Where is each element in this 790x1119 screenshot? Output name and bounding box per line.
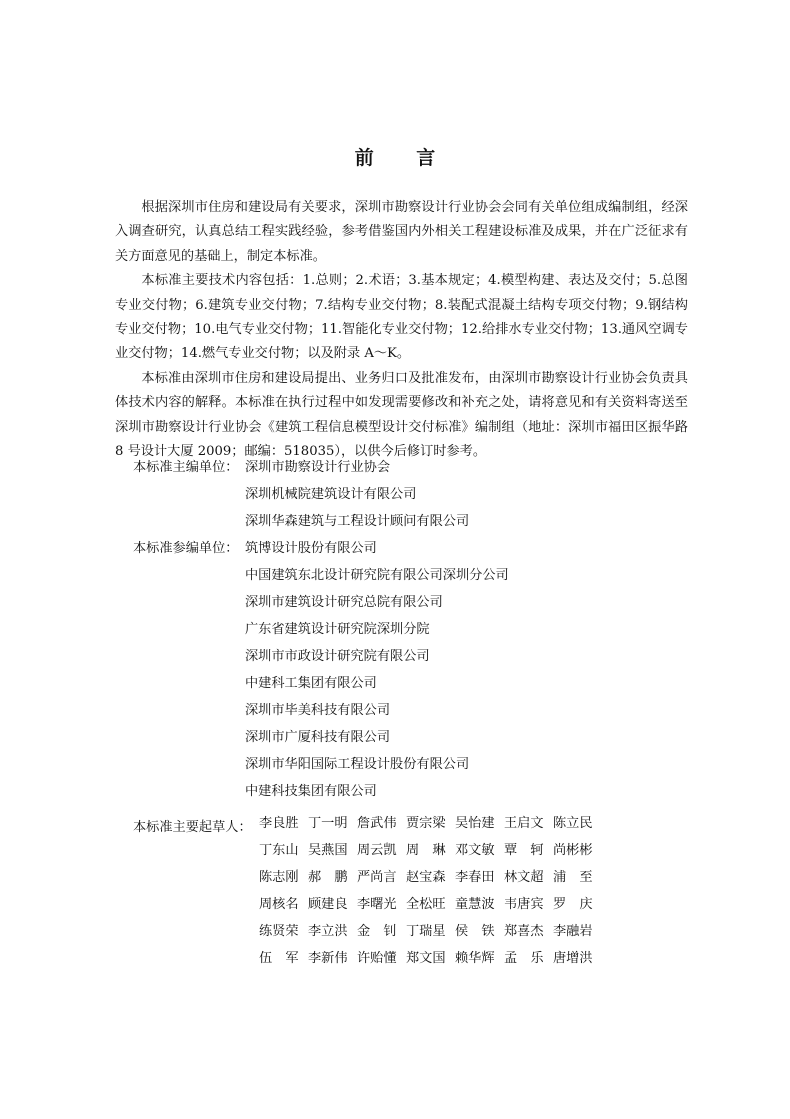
drafter-name: 孟 乐 [504,951,544,966]
chief-units-label: 本标准主编单位： [133,460,239,475]
drafter-name: 郑文国 [406,951,446,966]
drafter-name: 韦唐宾 [504,897,544,912]
participating-unit: 深圳市广厦科技有限公司 [245,730,391,745]
drafter-name: 李良胜 [259,816,299,831]
drafter-name: 尚彬彬 [553,843,593,858]
participating-unit: 中建科工集团有限公司 [245,676,377,691]
drafter-name: 童慧波 [455,897,495,912]
participating-unit: 中建科技集团有限公司 [245,784,377,799]
drafter-name: 罗 庆 [553,897,593,912]
drafter-name: 赖华辉 [455,951,495,966]
participating-unit: 筑博设计股份有限公司 [245,541,377,556]
drafter-name: 金 钊 [357,924,397,939]
drafter-name: 唐增洪 [553,951,593,966]
drafter-name: 伍 军 [259,951,299,966]
participating-unit: 中国建筑东北设计研究院有限公司深圳分公司 [245,568,509,583]
participating-unit: 深圳市华阳国际工程设计股份有限公司 [245,757,470,772]
drafter-name: 郑喜杰 [504,924,544,939]
drafter-name: 李立洪 [308,924,348,939]
drafter-name: 周核名 [259,897,299,912]
drafter-name: 周云凯 [357,843,397,858]
drafter-name: 丁瑞星 [406,924,446,939]
drafter-name: 陈立民 [553,816,593,831]
participating-unit: 深圳市建筑设计研究总院有限公司 [245,595,443,610]
chief-unit: 深圳市勘察设计行业协会 [245,460,391,475]
drafter-name: 吴燕国 [308,843,348,858]
participating-unit: 深圳市毕美科技有限公司 [245,703,391,718]
drafter-name: 严尚言 [357,870,397,885]
drafter-name: 覃 轲 [504,843,544,858]
drafter-name: 詹武伟 [357,816,397,831]
drafter-name: 周 琳 [406,843,446,858]
participating-unit: 广东省建筑设计研究院深圳分院 [245,622,430,637]
participating-unit: 深圳市市政设计研究院有限公司 [245,649,430,664]
drafter-name: 许贻懂 [357,951,397,966]
drafter-name: 练贤荣 [259,924,299,939]
drafter-name: 浦 至 [553,870,593,885]
paragraph-background: 根据深圳市住房和建设局有关要求，深圳市勘察设计行业协会会同有关单位组成编制组，经深入调查研究，认真总结工程实践经验，参考借鉴国内外相关工程建设标准及成果，并在广泛征求有关方面意见的基础上，制定本标准。 [115,200,688,264]
chief-unit: 深圳华森建筑与工程设计顾问有限公司 [245,514,470,529]
drafter-name: 顾建良 [308,897,348,912]
paragraph-contents: 本标准主要技术内容包括：1.总则；2.术语；3.基本规定；4.模型构建、表达及交付；5.总图专业交付物；6.建筑专业交付物；7.结构专业交付物；8.装配式混凝土结构专项交付物；9.钢结构专业交付物；10.电气专业交付物；11.智能化专业交付物；12.给排水专业交付物；13.通风空调专业交付物；14.燃气专业交付物；以及附录 A～K。 [115,273,688,362]
drafter-name: 李曙光 [357,897,397,912]
chief-unit: 深圳机械院建筑设计有限公司 [245,487,417,502]
participating-units-label: 本标准参编单位： [133,541,239,556]
drafter-name: 李融岩 [553,924,593,939]
drafter-name: 林文超 [504,870,544,885]
drafter-name: 侯 铁 [455,924,495,939]
drafter-name: 赵宝森 [406,870,446,885]
drafter-name: 吴怡建 [455,816,495,831]
drafter-name: 全松旺 [406,897,446,912]
drafter-name: 邓文敏 [455,843,495,858]
drafter-name: 丁东山 [259,843,299,858]
page-title: 前 言 [354,147,454,169]
drafter-name: 丁一明 [308,816,348,831]
drafter-name: 陈志刚 [259,870,299,885]
drafter-name: 李春田 [455,870,495,885]
drafter-name: 李新伟 [308,951,348,966]
paragraph-feedback: 本标准由深圳市住房和建设局提出、业务归口及批准发布，由深圳市勘察设计行业协会负责具体技术内容的解释。本标准在执行过程中如发现需要修改和补充之处，请将意见和有关资料寄送至深圳市勘察设计行业协会《建筑工程信息模型设计交付标准》编制组（地址：深圳市福田区振华路 8 号设计大厦 2009；邮编：518035），以供今后修订时参考。 [115,370,688,460]
drafter-name: 王启文 [504,816,544,831]
preface-body [115,196,688,464]
drafter-name: 郝 鹏 [308,870,348,885]
drafter-name: 贾宗梁 [406,816,446,831]
drafters-name-grid [259,816,599,978]
drafters-label: 本标准主要起草人： [133,820,252,835]
